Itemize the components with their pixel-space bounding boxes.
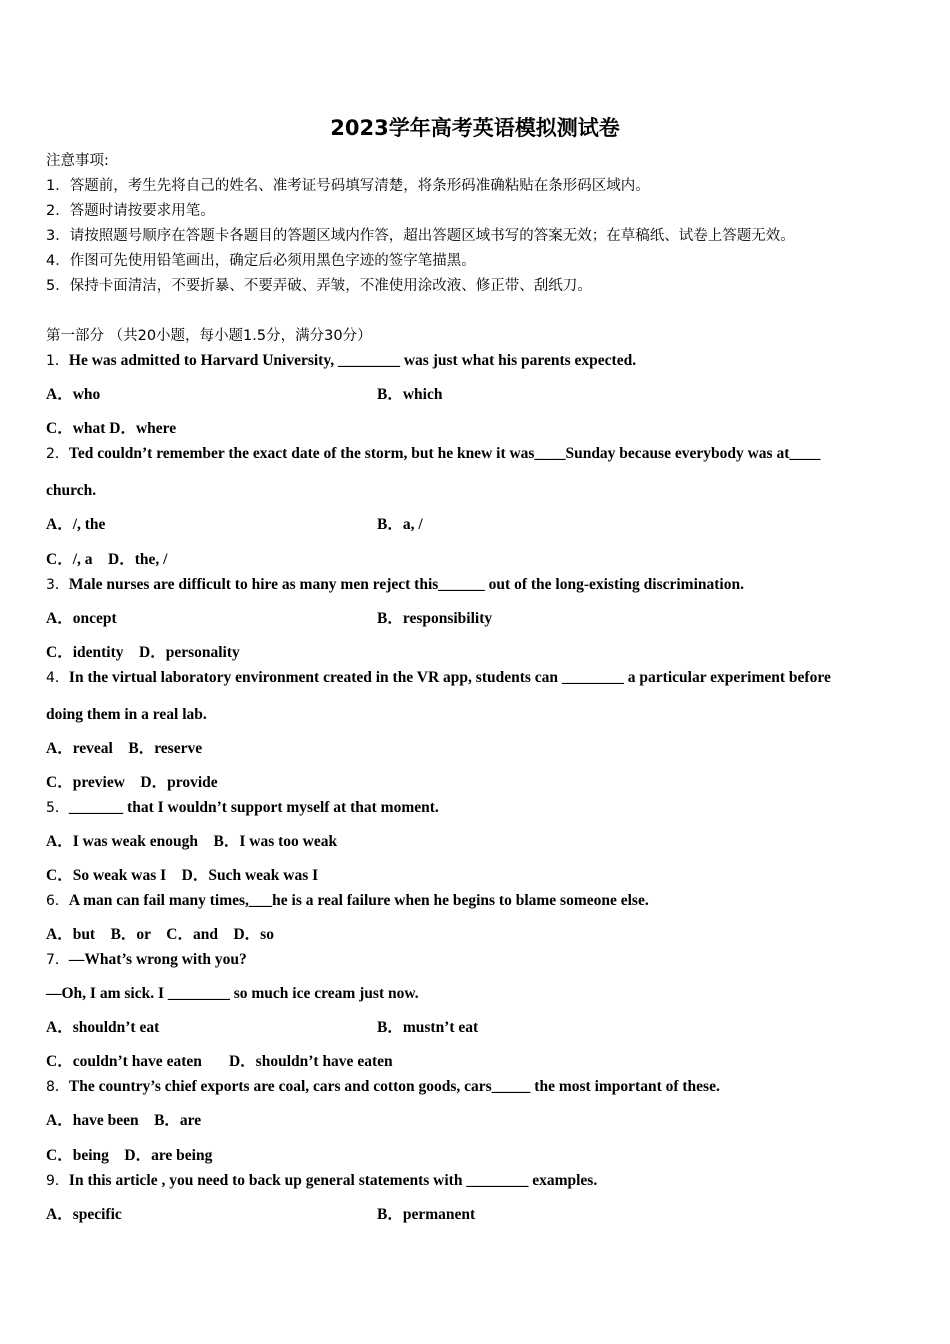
question-1 [46, 351, 636, 371]
options-row[interactable]: C．being D．are being [46, 1147, 213, 1164]
question-3 [46, 575, 744, 595]
question-number: 1． [46, 353, 69, 369]
question-number: 2． [46, 446, 69, 462]
question-number: 9． [46, 1173, 69, 1189]
page-title: 2023学年高考英语模拟测试卷 [330, 116, 620, 140]
option-b[interactable]: B．a, / [377, 516, 423, 533]
question-number: 3． [46, 577, 69, 593]
question-7 [46, 950, 247, 970]
question-stem: Ted couldn’t remember the exact date of the storm, but he knew it was____Sunday because everybody was at____ [68, 445, 821, 462]
question-stem: _______ that I wouldn’t support myself at that moment. [68, 799, 439, 816]
question-stem: Male nurses are difficult to hire as many men reject this______ out of the long-existing discrimination. [68, 576, 744, 593]
option-a[interactable]: A．oncept [46, 610, 117, 627]
options-row[interactable]: C．identity D．personality [46, 644, 240, 661]
question-5 [46, 798, 439, 818]
options-row[interactable]: C．couldn’t have eaten D．shouldn’t have eaten [46, 1053, 393, 1070]
question-number: 8． [46, 1079, 69, 1095]
question-number: 6． [46, 893, 69, 909]
notice-item: 4．作图可先使用铅笔画出，确定后必须用黑色字迹的签字笔描黑。 [46, 253, 476, 269]
option-a[interactable]: A．specific [46, 1206, 122, 1223]
question-stem: A man can fail many times,___he is a real failure when he begins to blame someone else. [68, 892, 649, 909]
options-row[interactable]: A．reveal B．reserve [46, 740, 203, 757]
options-row[interactable]: A．have been B．are [46, 1112, 202, 1129]
question-4 [46, 668, 831, 688]
question-stem: The country’s chief exports are coal, cars and cotton goods, cars_____ the most important of these. [68, 1078, 720, 1095]
question-stem-continued: —Oh, I am sick. I ________ so much ice cream just now. [46, 985, 419, 1002]
notice-item: 1．答题前，考生先将自己的姓名、准考证号码填写清楚，将条形码准确粘贴在条形码区域内。 [46, 178, 650, 194]
option-b[interactable]: B．permanent [377, 1206, 476, 1223]
question-stem: In this article , you need to back up general statements with ________ examples. [68, 1172, 598, 1189]
question-stem: He was admitted to Harvard University, ________ was just what his parents expected. [68, 352, 637, 369]
options-row[interactable]: C．what D．where [46, 420, 177, 437]
question-8 [46, 1077, 720, 1097]
options-row[interactable]: A．I was weak enough B．I was too weak [46, 833, 338, 850]
question-9 [46, 1171, 597, 1191]
question-6 [46, 891, 649, 911]
notice-item: 2．答题时请按要求用笔。 [46, 203, 215, 219]
question-stem: —What’s wrong with you? [68, 951, 247, 968]
question-number: 4． [46, 670, 69, 686]
option-a[interactable]: A．who [46, 386, 101, 403]
section-heading: 第一部分 （共20小题，每小题1.5分，满分30分） [46, 328, 372, 344]
options-row[interactable]: C．preview D．provide [46, 774, 218, 791]
notice-heading: 注意事项: [46, 153, 109, 169]
question-number: 5． [46, 800, 69, 816]
option-b[interactable]: B．which [377, 386, 443, 403]
options-row[interactable]: A．but B．or C．and D．so [46, 926, 274, 943]
option-a[interactable]: A．shouldn’t eat [46, 1019, 160, 1036]
question-2 [46, 444, 820, 464]
question-number: 7． [46, 952, 69, 968]
question-stem-continued: church. [46, 482, 97, 499]
option-b[interactable]: B．mustn’t eat [377, 1019, 479, 1036]
notice-item: 3．请按照题号顺序在答题卡各题目的答题区域内作答，超出答题区域书写的答案无效；在草稿纸、试卷上答题无效。 [46, 228, 795, 244]
notice-item: 5．保持卡面清洁，不要折暴、不要弄破、弄皱，不准使用涂改液、修正带、刮纸刀。 [46, 278, 592, 294]
option-b[interactable]: B．responsibility [377, 610, 493, 627]
question-stem: In the virtual laboratory environment created in the VR app, students can ________ a particular experiment before [68, 669, 831, 686]
options-row[interactable]: C．/, a D．the, / [46, 551, 168, 568]
options-row[interactable]: C．So weak was I D．Such weak was I [46, 867, 319, 884]
question-stem-continued: doing them in a real lab. [46, 706, 207, 723]
option-a[interactable]: A．/, the [46, 516, 106, 533]
